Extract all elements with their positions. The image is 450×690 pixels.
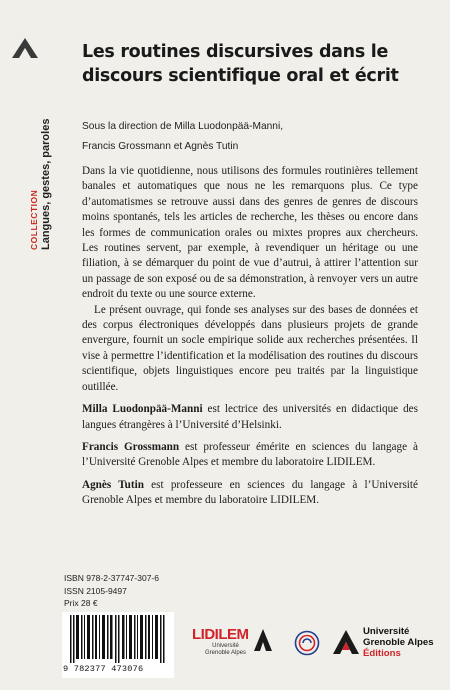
book-title: Les routines discursives dans le discours scientifique oral et écrit [82, 42, 399, 86]
author-name: Francis Grossmann [82, 440, 180, 453]
author-bio-text: est professeure en sciences du langage à l’Université Grenoble Alpes et membre du laboratoire LIDILEM. [82, 478, 418, 507]
price: Prix 28 € [64, 598, 98, 608]
lidilem-logo [192, 626, 287, 672]
uga-line-1: Université [363, 626, 410, 637]
blurb [82, 164, 418, 509]
circular-emblem-icon [294, 630, 320, 656]
lidilem-sub-line-1: Université [212, 643, 239, 649]
uga-mountain-icon [333, 630, 359, 654]
editors-line-2: Francis Grossmann et Agnès Tutin [82, 141, 239, 152]
uga-wordmark [363, 626, 434, 659]
blurb-paragraph-1: Dans la vie quotidienne, nous utilisons des formules routinières tellement banales et automatiques que nous ne les remarquons plus. Ce type d’automatismes se retrouve aussi dans des genres de genres de discours moins spontanés, tels les articles de recherche, les thèses ou encore dans les formes de communication orales ou mixtes propres aux chercheurs. Les routines servent, par exemple, à revendiquer un héritage ou une filiation, à se démarquer du point de vue d’autrui, à attirer l’attention sur un passage de son exposé ou de sa démonstration, à renvoyer vers un autre endroit du texte ou une source externe. [82, 165, 418, 301]
author-bio-2 [82, 440, 418, 471]
author-bio-1 [82, 402, 418, 433]
collection-label [30, 100, 56, 250]
lidilem-wordmark: LIDILEM [192, 626, 249, 643]
mountain-logo-icon [12, 38, 38, 58]
uga-line-2: Grenoble Alpes [363, 637, 434, 648]
author-name: Agnès Tutin [82, 478, 144, 491]
author-bio-text: est lectrice des universités en didactique des langues étrangères à l’Université d’Helsinki. [82, 403, 419, 431]
isbn-block [64, 572, 159, 610]
collection-heading: COLLECTION [29, 189, 39, 250]
author-name: Milla Luodonpää-Manni [82, 403, 203, 416]
uga-line-3: Éditions [363, 648, 401, 659]
barcode-bars-icon [70, 615, 168, 663]
lidilem-subtitle [205, 643, 246, 657]
lidilem-triangle-icon [254, 629, 272, 651]
collection-name: Langues, gestes, paroles [39, 118, 52, 250]
issn: ISSN 2105-9497 [64, 585, 127, 596]
isbn: ISBN 978-2-37747-307-6 [64, 573, 159, 583]
author-bio-3 [82, 478, 418, 509]
barcode-digits: 9 782377 473076 [63, 664, 144, 674]
editors [82, 117, 422, 157]
uga-editions-logo [333, 626, 443, 672]
barcode [62, 612, 174, 678]
lidilem-sub-line-2: Grenoble Alpes [205, 650, 247, 656]
author-bio-text: est professeur émérite en sciences du langage à l’Université Grenoble Alpes et membre du laboratoire LIDILEM. [82, 440, 418, 469]
blurb-paragraph-2: Le présent ouvrage, qui fonde ses analyses sur des bases de données et des corpus électroniques développés dans plusieurs projets de grande envergure, fournit un socle empirique solide aux recherches présentées. Il vise à permettre l’identification et la modélisation des routines du discours scientifique, objets linguistiques encore peu traités par la linguistique outillée. [82, 303, 418, 393]
editors-line-1: Sous la direction de Milla Luodonpää-Manni, [82, 121, 284, 132]
